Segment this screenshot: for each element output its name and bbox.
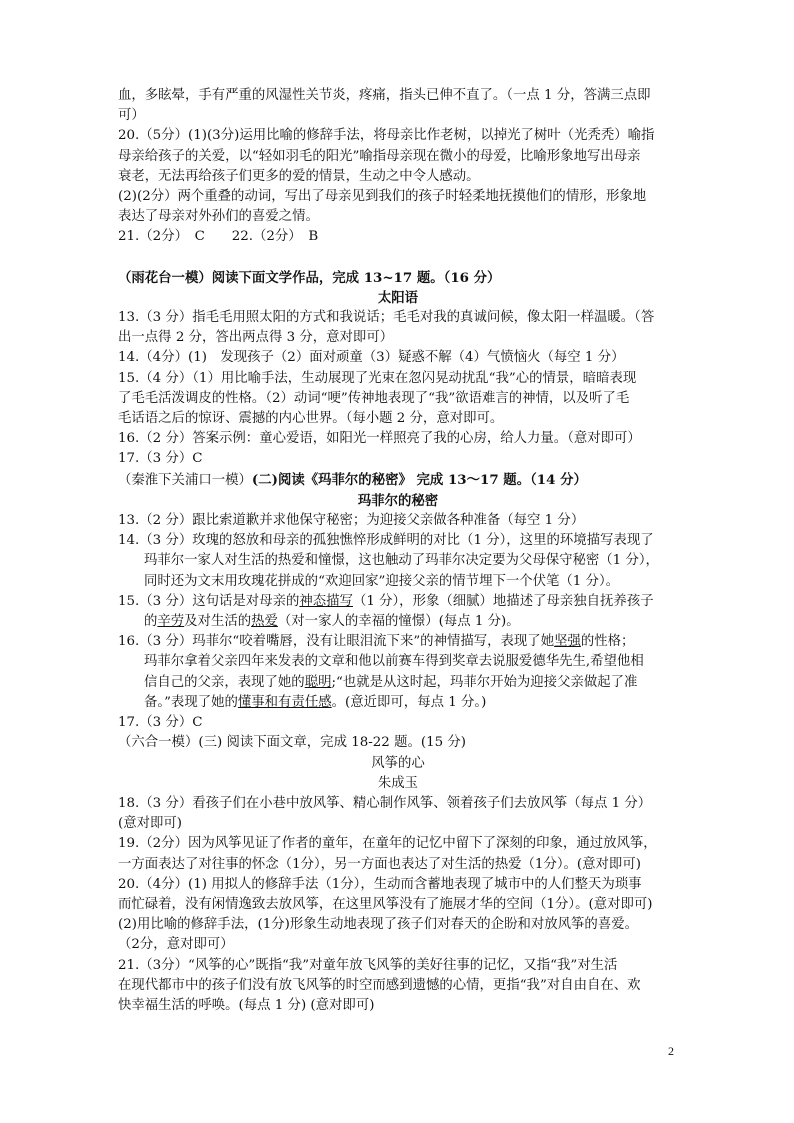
answer-16: 16.（2 分）答案示例：童心爱语，如阳光一样照亮了我的心房，给人力量。（意对即可） [118, 431, 641, 447]
answer-13: 13.（2 分）跟比索道歉并求他保守秘密；为迎接父亲做各种准备（每空 1 分） [118, 513, 585, 529]
text-line: 可） [118, 108, 145, 124]
text-line: 玛菲尔拿着父亲四年来发表的文章和他以前赛车得到奖章去说服爱德华先生,希望他相 [144, 654, 644, 670]
document-body [118, 86, 678, 1016]
text-line: 一方面表达了对往事的怀念（1分），另一方面也表达了对生活的热爱（1分）。(意对即可) [118, 856, 641, 872]
answer-20: 20.（4分）(1) 用拟人的修辞手法（1分），生动而含蓄地表现了城市中的人们整天为琐事 [118, 876, 642, 892]
text-line: 快幸福生活的呼唤。(每点 1 分) (意对即可) [118, 997, 375, 1013]
page-number: 2 [668, 1044, 674, 1058]
text-line: （2分，意对即可） [118, 937, 234, 953]
text-line: 备。”表现了她的懂事和有责任感。(意近即可，每点 1 分。) [144, 694, 487, 710]
article-title: 玛菲尔的秘密 [357, 492, 439, 509]
answer-17: 17.（3 分）C [118, 451, 203, 467]
text-line: 同时还为文末用玫瑰花拼成的“欢迎回家”迎接父亲的情节埋下一个伏笔（1 分）。 [144, 573, 620, 589]
text-line: 的辛劳及对生活的热爱（对一家人的幸福的憧憬）(每点 1 分)。 [144, 614, 520, 630]
answer-13: 13.（3 分）指毛毛用照太阳的方式和我说话；毛毛对我的真诚问候，像太阳一样温暖。（答 [118, 310, 655, 326]
text-line: (2)用比喻的修辞手法，(1分)形象生动地表现了孩子们对春天的企盼和对放风筝的喜爱。 [118, 917, 638, 933]
article-author: 朱成玉 [377, 775, 419, 791]
text-line: 毛话语之后的惊讶、震撼的内心世界。（每小题 2 分，意对即可。 [118, 411, 504, 427]
text-line: 衰老，无法再给孩子们更多的爱的情景，生动之中令人感动。 [118, 168, 480, 184]
text-line: 信自己的父亲，表现了她的聪明;“也就是从这时起，玛菲尔开始为迎接父亲做起了准 [144, 674, 638, 690]
answer-15: 15.（3 分）这句话是对母亲的神态描写（1 分），形象（细腻）地描述了母亲独自抚养孩子 [118, 593, 654, 609]
text-line: 母亲给孩子的关爱，以“轻如羽毛的阳光”喻指母亲现在微小的母爱，比喻形象地写出母亲 [118, 148, 641, 164]
answer-19: 19.（2分）因为风筝见证了作者的童年，在童年的记忆中留下了深刻的印象，通过放风筝， [118, 836, 657, 852]
section-heading: （雨花台一模）阅读下面文学作品，完成 13~17 题。（16 分） [118, 269, 501, 286]
answer-15: 15.（4 分）（1）用比喻手法，生动展现了光束在忽闪晃动扰乱“我”心的情景，暗暗表现 [118, 370, 637, 386]
answer-21-22: 21.（2分） C 22.（2分） B [118, 229, 319, 245]
text-line: 出一点得 2 分，答出两点得 3 分，意对即可） [118, 330, 394, 346]
answer-18: 18.（3 分）看孩子们在小巷中放风筝、精心制作风筝、领着孩子们去放风筝（每点 1 分） [118, 795, 652, 811]
text-line: 在现代都市中的孩子们没有放飞风筝的时空而感到遗憾的心情，更指“我”对自由自在、欢 [118, 977, 641, 993]
answer-21: 21.（3分）“风筝的心”既指“我”对童年放飞风筝的美好往事的记忆，又指“我”对生活 [118, 957, 618, 973]
text-line: 而忙碌着，没有闲情逸致去放风筝，在这里风筝没有了施展才华的空间（1分）。(意对即可) [118, 896, 653, 912]
text-line: 表达了母亲对外孙们的喜爱之情。 [118, 209, 319, 225]
answer-20: 20.（5分）(1)(3分)运用比喻的修辞手法，将母亲比作老树，以掉光了树叶（光秃秃）喻指 [118, 128, 655, 144]
section-heading: （秦淮下关浦口一模）(二)阅读《玛菲尔的秘密》 完成 13～17 题。（14 分） [118, 471, 587, 488]
section-heading: （六合一模）(三) 阅读下面文章，完成 18-22 题。(15 分) [118, 735, 466, 751]
text-line: 血，多眩晕，手有严重的风湿性关节炎，疼痛，指头已伸不直了。（一点 1 分，答满三点即 [118, 88, 651, 103]
article-title: 太阳语 [377, 289, 419, 306]
answer-14: 14.（4分）(1) 发现孩子（2）面对顽童（3）疑惑不解（4）气愤恼火（每空 1 分） [118, 350, 625, 366]
text-line: 玛菲尔一家人对生活的热爱和憧憬，这也触动了玛菲尔决定要为父母保守秘密（1 分）， [144, 553, 659, 569]
text-line: 了毛毛活泼调皮的性格。（2）动词“哽”传神地表现了“我”欲语难言的神情，以及听了毛 [118, 390, 630, 406]
text-line: (2)(2分）两个重叠的动词，写出了母亲见到我们的孩子时轻柔地抚摸他们的情形，形象地 [118, 189, 647, 205]
answer-14: 14.（3 分）玫瑰的怒放和母亲的孤独憔悴形成鲜明的对比（1 分），这里的环境描写表现了 [118, 533, 654, 549]
answer-17: 17.（3 分）C [118, 715, 203, 731]
text-line: (意对即可) [118, 816, 183, 832]
answer-16: 16.（3 分）玛菲尔“咬着嘴唇，没有让眼泪流下来”的神情描写，表现了她坚强的性格； [118, 634, 635, 650]
article-title: 风筝的心 [371, 755, 425, 771]
